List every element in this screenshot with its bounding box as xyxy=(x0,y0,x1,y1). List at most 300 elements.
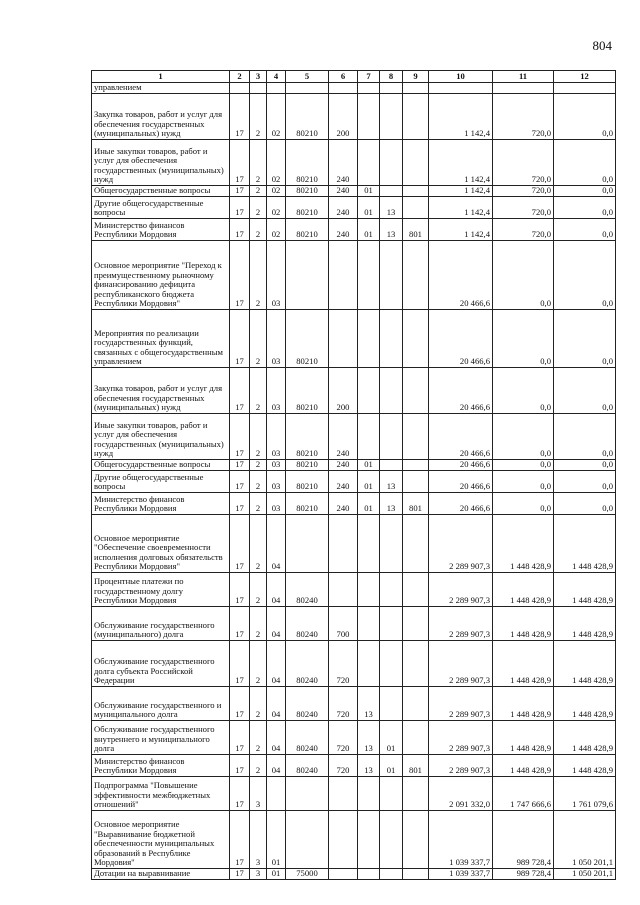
cell-v11: 1 747 666,6 xyxy=(493,777,554,811)
cell-c2: 17 xyxy=(230,607,250,641)
cell-v12: 0,0 xyxy=(554,310,616,368)
cell-c8 xyxy=(380,811,403,869)
row-name: Министерство финансов Республики Мордовия xyxy=(92,755,230,777)
cell-c5: 80210 xyxy=(286,310,329,368)
cell-c7 xyxy=(358,368,380,414)
cell-c3: 2 xyxy=(250,241,267,310)
cell-v11: 989 728,4 xyxy=(493,811,554,869)
cell-c4: 04 xyxy=(267,607,286,641)
cell-c6 xyxy=(329,573,358,607)
cell-c9 xyxy=(403,777,429,811)
cell-c7: 01 xyxy=(358,186,380,197)
cell-c8: 13 xyxy=(380,471,403,493)
cell-v12: 0,0 xyxy=(554,414,616,460)
cell-c7 xyxy=(358,94,380,140)
cell-c5 xyxy=(286,83,329,94)
budget-table xyxy=(91,70,616,880)
cell-c9 xyxy=(403,241,429,310)
cell-c6 xyxy=(329,515,358,573)
table-row xyxy=(92,777,616,811)
cell-c2: 17 xyxy=(230,241,250,310)
cell-c4: 02 xyxy=(267,186,286,197)
cell-v12: 0,0 xyxy=(554,94,616,140)
cell-c9 xyxy=(403,573,429,607)
cell-c5: 75000 xyxy=(286,869,329,880)
cell-c5: 80210 xyxy=(286,219,329,241)
cell-c9 xyxy=(403,471,429,493)
cell-c6 xyxy=(329,83,358,94)
cell-c4: 04 xyxy=(267,641,286,687)
cell-v10: 2 289 907,3 xyxy=(429,687,493,721)
row-name: Дотации на выравнивание xyxy=(92,869,230,880)
cell-c9 xyxy=(403,721,429,755)
table-row xyxy=(92,573,616,607)
cell-v12: 1 448 428,9 xyxy=(554,687,616,721)
cell-c2: 17 xyxy=(230,493,250,515)
cell-c2: 17 xyxy=(230,811,250,869)
cell-v12: 1 448 428,9 xyxy=(554,755,616,777)
row-name: Другие общегосударственные вопросы xyxy=(92,197,230,219)
cell-c9 xyxy=(403,83,429,94)
cell-c5: 80210 xyxy=(286,460,329,471)
column-header: 8 xyxy=(380,71,403,83)
table-row xyxy=(92,140,616,186)
cell-v10: 2 289 907,3 xyxy=(429,515,493,573)
cell-c2: 17 xyxy=(230,368,250,414)
cell-v11: 1 448 428,9 xyxy=(493,721,554,755)
cell-c8 xyxy=(380,140,403,186)
cell-c4: 04 xyxy=(267,573,286,607)
cell-v12: 1 448 428,9 xyxy=(554,573,616,607)
cell-c7: 01 xyxy=(358,493,380,515)
cell-c4: 02 xyxy=(267,197,286,219)
cell-c9 xyxy=(403,197,429,219)
row-name: Процентные платежи по государственному долгу Республики Мордовия xyxy=(92,573,230,607)
cell-c7: 01 xyxy=(358,219,380,241)
cell-c3: 2 xyxy=(250,94,267,140)
cell-v11: 0,0 xyxy=(493,460,554,471)
column-header: 10 xyxy=(429,71,493,83)
row-name: Обслуживание государственного долга субъекта Российской Федерации xyxy=(92,641,230,687)
cell-c6: 720 xyxy=(329,687,358,721)
cell-c3: 2 xyxy=(250,687,267,721)
cell-v12: 0,0 xyxy=(554,219,616,241)
table-row xyxy=(92,687,616,721)
cell-v10: 2 091 332,0 xyxy=(429,777,493,811)
cell-c3: 2 xyxy=(250,573,267,607)
table-row xyxy=(92,869,616,880)
row-name: Основное мероприятие "Переход к преимущественному рыночному финансированию дефицита республиканского бюджета Республики Мордовия" xyxy=(92,241,230,310)
cell-c4: 03 xyxy=(267,241,286,310)
cell-v11 xyxy=(493,83,554,94)
cell-c4: 03 xyxy=(267,310,286,368)
cell-c2: 17 xyxy=(230,140,250,186)
cell-c8: 01 xyxy=(380,721,403,755)
cell-v10: 1 039 337,7 xyxy=(429,811,493,869)
cell-c3: 3 xyxy=(250,811,267,869)
cell-c2: 17 xyxy=(230,515,250,573)
cell-c2: 17 xyxy=(230,641,250,687)
cell-v11: 1 448 428,9 xyxy=(493,607,554,641)
table-header-row xyxy=(92,71,616,83)
cell-c6 xyxy=(329,310,358,368)
cell-c8 xyxy=(380,186,403,197)
cell-c5: 80210 xyxy=(286,197,329,219)
cell-v11: 1 448 428,9 xyxy=(493,755,554,777)
cell-c8: 01 xyxy=(380,755,403,777)
cell-c8 xyxy=(380,94,403,140)
cell-c7 xyxy=(358,811,380,869)
cell-c5: 80240 xyxy=(286,721,329,755)
cell-c5 xyxy=(286,241,329,310)
cell-c3: 2 xyxy=(250,414,267,460)
cell-c4: 03 xyxy=(267,471,286,493)
cell-c4: 02 xyxy=(267,219,286,241)
cell-c8: 13 xyxy=(380,219,403,241)
cell-v10: 1 142,4 xyxy=(429,197,493,219)
cell-c5: 80210 xyxy=(286,493,329,515)
cell-c2: 17 xyxy=(230,573,250,607)
row-name: Основное мероприятие "Выравнивание бюджетной обеспеченности муниципальных образований в Республике Мордовия" xyxy=(92,811,230,869)
cell-v11: 0,0 xyxy=(493,414,554,460)
table-row xyxy=(92,197,616,219)
cell-c4 xyxy=(267,83,286,94)
table-row xyxy=(92,471,616,493)
cell-v10: 20 466,6 xyxy=(429,241,493,310)
cell-c8 xyxy=(380,869,403,880)
cell-c9 xyxy=(403,94,429,140)
cell-c7 xyxy=(358,869,380,880)
cell-c8 xyxy=(380,368,403,414)
cell-c8 xyxy=(380,83,403,94)
cell-c5: 80210 xyxy=(286,186,329,197)
cell-c3 xyxy=(250,83,267,94)
cell-c6: 200 xyxy=(329,368,358,414)
table-row xyxy=(92,493,616,515)
cell-c9 xyxy=(403,687,429,721)
row-name: Министерство финансов Республики Мордовия xyxy=(92,493,230,515)
cell-v12: 0,0 xyxy=(554,368,616,414)
cell-c4: 02 xyxy=(267,94,286,140)
cell-c3: 2 xyxy=(250,219,267,241)
cell-v11: 1 448 428,9 xyxy=(493,515,554,573)
cell-c5: 80210 xyxy=(286,368,329,414)
cell-c8 xyxy=(380,310,403,368)
cell-c8 xyxy=(380,641,403,687)
cell-c2: 17 xyxy=(230,197,250,219)
cell-c6: 240 xyxy=(329,460,358,471)
cell-c8 xyxy=(380,573,403,607)
cell-c6 xyxy=(329,777,358,811)
cell-v10: 20 466,6 xyxy=(429,414,493,460)
cell-c4: 04 xyxy=(267,515,286,573)
cell-v10: 2 289 907,3 xyxy=(429,641,493,687)
cell-c6: 720 xyxy=(329,721,358,755)
cell-c8: 13 xyxy=(380,197,403,219)
cell-c6: 240 xyxy=(329,197,358,219)
cell-c5: 80240 xyxy=(286,755,329,777)
cell-c6 xyxy=(329,869,358,880)
cell-c2: 17 xyxy=(230,721,250,755)
table-body xyxy=(92,83,616,880)
cell-c3: 2 xyxy=(250,310,267,368)
table-row xyxy=(92,310,616,368)
cell-c4: 03 xyxy=(267,368,286,414)
row-name: Иные закупки товаров, работ и услуг для обеспечения государственных (муниципальных) нужд xyxy=(92,140,230,186)
cell-c7: 01 xyxy=(358,197,380,219)
cell-c4: 01 xyxy=(267,869,286,880)
cell-v10: 20 466,6 xyxy=(429,471,493,493)
cell-c5 xyxy=(286,811,329,869)
cell-c7: 13 xyxy=(358,755,380,777)
cell-c6: 720 xyxy=(329,641,358,687)
cell-c9 xyxy=(403,140,429,186)
cell-c3: 2 xyxy=(250,186,267,197)
cell-v10: 2 289 907,3 xyxy=(429,721,493,755)
cell-v12: 1 050 201,1 xyxy=(554,811,616,869)
cell-v11: 0,0 xyxy=(493,368,554,414)
cell-v12: 1 448 428,9 xyxy=(554,607,616,641)
cell-c4: 04 xyxy=(267,721,286,755)
cell-v10: 1 142,4 xyxy=(429,140,493,186)
column-header: 6 xyxy=(329,71,358,83)
cell-c7: 13 xyxy=(358,721,380,755)
cell-v11: 0,0 xyxy=(493,493,554,515)
cell-c2: 17 xyxy=(230,94,250,140)
cell-c7 xyxy=(358,777,380,811)
cell-c2: 17 xyxy=(230,414,250,460)
cell-v11: 720,0 xyxy=(493,186,554,197)
cell-c7 xyxy=(358,641,380,687)
cell-v10: 1 142,4 xyxy=(429,94,493,140)
cell-c5: 80240 xyxy=(286,607,329,641)
row-name: Обслуживание государственного и муниципального долга xyxy=(92,687,230,721)
cell-c6: 240 xyxy=(329,414,358,460)
row-name: Другие общегосударственные вопросы xyxy=(92,471,230,493)
cell-v10 xyxy=(429,83,493,94)
cell-c9 xyxy=(403,515,429,573)
cell-c2: 17 xyxy=(230,186,250,197)
cell-v12: 0,0 xyxy=(554,186,616,197)
cell-c7 xyxy=(358,140,380,186)
cell-v11: 0,0 xyxy=(493,471,554,493)
table-row xyxy=(92,607,616,641)
cell-v11: 720,0 xyxy=(493,94,554,140)
cell-c5 xyxy=(286,515,329,573)
cell-c6: 240 xyxy=(329,493,358,515)
cell-c5: 80210 xyxy=(286,94,329,140)
cell-c8 xyxy=(380,241,403,310)
row-name: Иные закупки товаров, работ и услуг для обеспечения государственных (муниципальных) нужд xyxy=(92,414,230,460)
table-row xyxy=(92,186,616,197)
cell-c3: 2 xyxy=(250,607,267,641)
cell-c5: 80240 xyxy=(286,573,329,607)
table-row xyxy=(92,460,616,471)
cell-v11: 720,0 xyxy=(493,140,554,186)
row-name: Общегосударственные вопросы xyxy=(92,460,230,471)
cell-c2: 17 xyxy=(230,460,250,471)
cell-c8 xyxy=(380,777,403,811)
row-name: Общегосударственные вопросы xyxy=(92,186,230,197)
cell-c5: 80240 xyxy=(286,641,329,687)
cell-c3: 3 xyxy=(250,869,267,880)
cell-v11: 0,0 xyxy=(493,310,554,368)
cell-c7 xyxy=(358,310,380,368)
cell-c2: 17 xyxy=(230,777,250,811)
cell-v12: 0,0 xyxy=(554,471,616,493)
cell-v10: 1 142,4 xyxy=(429,186,493,197)
column-header: 4 xyxy=(267,71,286,83)
cell-v10: 20 466,6 xyxy=(429,368,493,414)
cell-c2: 17 xyxy=(230,869,250,880)
cell-v11: 989 728,4 xyxy=(493,869,554,880)
cell-c3: 2 xyxy=(250,471,267,493)
cell-v10: 20 466,6 xyxy=(429,460,493,471)
table-row xyxy=(92,641,616,687)
cell-c6: 240 xyxy=(329,471,358,493)
cell-c3: 2 xyxy=(250,755,267,777)
row-name: Обслуживание государственного внутреннего и муниципального долга xyxy=(92,721,230,755)
cell-v12: 0,0 xyxy=(554,493,616,515)
cell-c4: 01 xyxy=(267,811,286,869)
row-name: Подпрограмма "Повышение эффективности межбюджетных отношений" xyxy=(92,777,230,811)
cell-c6: 240 xyxy=(329,219,358,241)
table-row xyxy=(92,83,616,94)
cell-c6: 240 xyxy=(329,186,358,197)
cell-c8 xyxy=(380,515,403,573)
cell-v10: 1 142,4 xyxy=(429,219,493,241)
cell-c3: 2 xyxy=(250,493,267,515)
cell-v11: 0,0 xyxy=(493,241,554,310)
cell-c3: 3 xyxy=(250,777,267,811)
cell-c8: 13 xyxy=(380,493,403,515)
page-number: 804 xyxy=(592,38,612,53)
cell-c5: 80240 xyxy=(286,687,329,721)
cell-c9 xyxy=(403,368,429,414)
column-header: 1 xyxy=(92,71,230,83)
cell-c7 xyxy=(358,515,380,573)
cell-c9: 801 xyxy=(403,219,429,241)
cell-c6: 720 xyxy=(329,755,358,777)
column-header: 5 xyxy=(286,71,329,83)
row-name: Закупка товаров, работ и услуг для обеспечения государственных (муниципальных) нужд xyxy=(92,368,230,414)
cell-c9 xyxy=(403,607,429,641)
table-row xyxy=(92,515,616,573)
column-header: 2 xyxy=(230,71,250,83)
cell-v10: 20 466,6 xyxy=(429,310,493,368)
column-header: 11 xyxy=(493,71,554,83)
column-header: 7 xyxy=(358,71,380,83)
cell-c6: 240 xyxy=(329,140,358,186)
table-row xyxy=(92,219,616,241)
cell-c2: 17 xyxy=(230,471,250,493)
cell-v11: 1 448 428,9 xyxy=(493,573,554,607)
cell-c3: 2 xyxy=(250,368,267,414)
cell-c7: 01 xyxy=(358,471,380,493)
cell-c2 xyxy=(230,83,250,94)
cell-c7: 13 xyxy=(358,687,380,721)
cell-c7 xyxy=(358,241,380,310)
cell-c7 xyxy=(358,83,380,94)
cell-c6: 700 xyxy=(329,607,358,641)
cell-v12: 0,0 xyxy=(554,460,616,471)
cell-v10: 20 466,6 xyxy=(429,493,493,515)
cell-c7: 01 xyxy=(358,460,380,471)
cell-c4: 03 xyxy=(267,493,286,515)
cell-c3: 2 xyxy=(250,460,267,471)
cell-c9: 801 xyxy=(403,493,429,515)
table-row xyxy=(92,811,616,869)
cell-c4: 02 xyxy=(267,140,286,186)
cell-c3: 2 xyxy=(250,515,267,573)
cell-c3: 2 xyxy=(250,140,267,186)
table-row xyxy=(92,721,616,755)
cell-c9 xyxy=(403,641,429,687)
cell-c9 xyxy=(403,811,429,869)
cell-v12: 0,0 xyxy=(554,241,616,310)
cell-v11: 1 448 428,9 xyxy=(493,687,554,721)
cell-c2: 17 xyxy=(230,219,250,241)
cell-v10: 2 289 907,3 xyxy=(429,573,493,607)
row-name: управлением xyxy=(92,83,230,94)
cell-c9 xyxy=(403,869,429,880)
cell-c8 xyxy=(380,607,403,641)
cell-c4: 04 xyxy=(267,687,286,721)
cell-c9 xyxy=(403,460,429,471)
cell-c2: 17 xyxy=(230,310,250,368)
cell-c6 xyxy=(329,811,358,869)
cell-c7 xyxy=(358,414,380,460)
cell-v10: 2 289 907,3 xyxy=(429,607,493,641)
cell-c7 xyxy=(358,607,380,641)
cell-c8 xyxy=(380,414,403,460)
cell-c6 xyxy=(329,241,358,310)
cell-v12: 1 448 428,9 xyxy=(554,721,616,755)
cell-v11: 720,0 xyxy=(493,219,554,241)
cell-c4: 03 xyxy=(267,414,286,460)
cell-c9 xyxy=(403,310,429,368)
cell-c5 xyxy=(286,777,329,811)
table-row xyxy=(92,414,616,460)
cell-c2: 17 xyxy=(230,755,250,777)
cell-c9: 801 xyxy=(403,755,429,777)
cell-c5: 80210 xyxy=(286,471,329,493)
column-header: 3 xyxy=(250,71,267,83)
table-row xyxy=(92,755,616,777)
cell-c8 xyxy=(380,460,403,471)
cell-c5: 80210 xyxy=(286,414,329,460)
cell-v11: 720,0 xyxy=(493,197,554,219)
row-name: Основное мероприятие "Обеспечение своевременности исполнения долговых обязательств Республики Мордовия" xyxy=(92,515,230,573)
table-row xyxy=(92,241,616,310)
cell-c3: 2 xyxy=(250,197,267,219)
cell-c3: 2 xyxy=(250,641,267,687)
cell-v12: 1 761 079,6 xyxy=(554,777,616,811)
cell-c2: 17 xyxy=(230,687,250,721)
cell-v12: 1 448 428,9 xyxy=(554,515,616,573)
column-header: 12 xyxy=(554,71,616,83)
row-name: Мероприятия по реализации государственных функций, связанных с общегосударственным управлением xyxy=(92,310,230,368)
cell-v12: 0,0 xyxy=(554,140,616,186)
cell-c4 xyxy=(267,777,286,811)
cell-c5: 80210 xyxy=(286,140,329,186)
cell-v11: 1 448 428,9 xyxy=(493,641,554,687)
cell-c4: 03 xyxy=(267,460,286,471)
cell-c3: 2 xyxy=(250,721,267,755)
cell-v12: 1 050 201,1 xyxy=(554,869,616,880)
row-name: Закупка товаров, работ и услуг для обеспечения государственных (муниципальных) нужд xyxy=(92,94,230,140)
cell-c8 xyxy=(380,687,403,721)
